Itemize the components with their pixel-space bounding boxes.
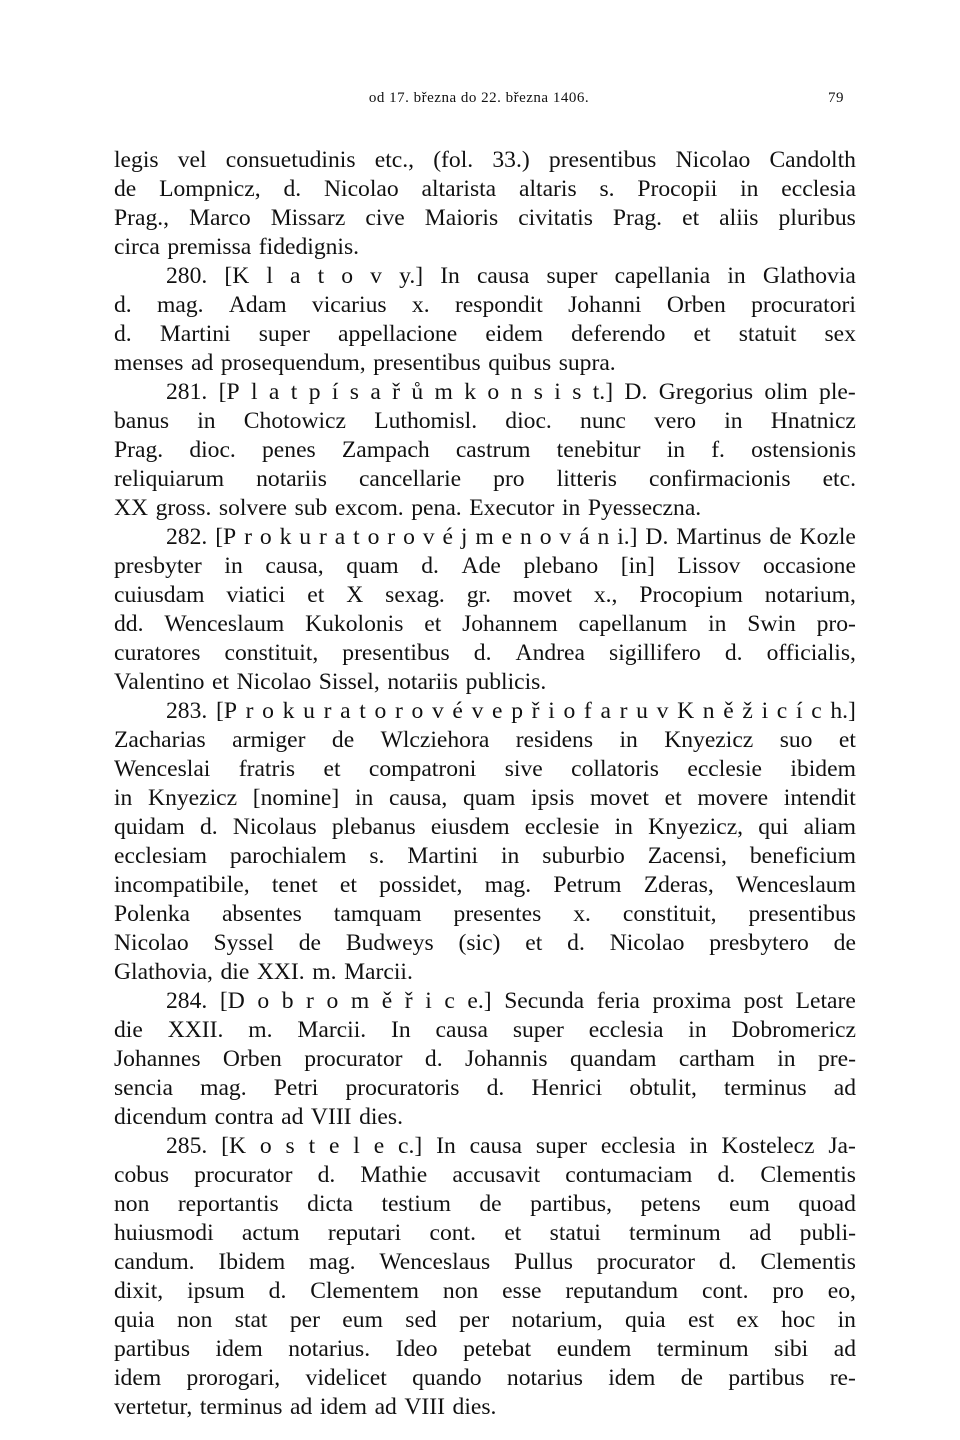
text-line: menses ad prosequendum, presentibus quibus supra. [114, 350, 616, 376]
text-line: presbyter in causa, quam d. Ade plebano [in] Lissov occasione [114, 553, 856, 579]
text-line: partibus idem notarius. Ideo petebat eundem terminum sibi ad [114, 1336, 856, 1362]
text-line: XX gross. solvere sub excom. pena. Executor in Pyesseczna. [114, 495, 702, 521]
paragraph-start-line: 285. [K o s t e l e c.] In causa super ecclesia in Kostelecz Ja- [166, 1133, 856, 1159]
paragraph-start-line: 283. [P r o k u r a t o r o v é v e p ř i o f a r u v K n ě ž i c í c h.] [166, 698, 856, 724]
text-line: quidam d. Nicolaus plebanus eiusdem ecclesie in Knyezicz, qui aliam [114, 814, 856, 840]
page-header [114, 90, 844, 114]
text-line: Valentino et Nicolao Sissel, notariis publicis. [114, 669, 547, 695]
text-line: huiusmodi actum reputari cont. et statui terminum ad publi- [114, 1220, 856, 1246]
text-line: cobus procurator d. Mathie accusavit contumaciam d. Clementis [114, 1162, 856, 1188]
text-line: dd. Wenceslaum Kukolonis et Johannem capellanum in Swin pro- [114, 611, 856, 637]
text-line: vertetur, terminus ad idem ad VIII dies. [114, 1394, 497, 1420]
text-line: curatores constituit, presentibus d. Andrea sigillifero d. officialis, [114, 640, 856, 666]
text-line: incompatibile, tenet et possidet, mag. Petrum Zderas, Wenceslaum [114, 872, 856, 898]
text-line: reliquiarum notariis cancellarie pro litteris confirmacionis etc. [114, 466, 856, 492]
text-line: in Knyezicz [nomine] in causa, quam ipsis movet et movere intendit [114, 785, 856, 811]
text-line: idem prorogari, videlicet quando notarius idem de partibus re- [114, 1365, 856, 1391]
text-line: d. mag. Adam vicarius x. respondit Johanni Orben procuratori [114, 292, 856, 318]
text-line: d. Martini super appellacione eidem deferendo et statuit sex [114, 321, 856, 347]
text-line: Prag., Marco Missarz cive Maioris civitatis Prag. et aliis pluribus [114, 205, 856, 231]
text-line: Polenka absentes tamquam presentes x. constituit, presentibus [114, 901, 856, 927]
text-line: ecclesiam parochialem s. Martini in suburbio Zacensi, beneficium [114, 843, 856, 869]
text-line: cuiusdam viatici et X sexag. gr. movet x., Procopium notarium, [114, 582, 856, 608]
paragraph-start-line: 281. [P l a t p í s a ř ů m k o n s i s t.] D. Gregorius olim ple- [166, 379, 856, 405]
text-line: dixit, ipsum d. Clementem non esse reputandum cont. pro eo, [114, 1278, 856, 1304]
text-line: candum. Ibidem mag. Wenceslaus Pullus procurator d. Clementis [114, 1249, 856, 1275]
text-line: banus in Chotowicz Luthomisl. dioc. nunc vero in Hnatnicz [114, 408, 856, 434]
paragraph-start-line: 282. [P r o k u r a t o r o v é j m e n o v á n i.] D. Martinus de Kozle [166, 524, 856, 550]
text-line: dicendum contra ad VIII dies. [114, 1104, 403, 1130]
paragraph-start-line: 284. [D o b r o m ě ř i c e.] Secunda feria proxima post Letare [166, 988, 856, 1014]
page-number: 79 [828, 90, 844, 106]
text-line: Wenceslai fratris et compatroni sive collatoris ecclesie ibidem [114, 756, 856, 782]
text-line: legis vel consuetudinis etc., (fol. 33.) presentibus Nicolao Candolth [114, 147, 856, 173]
text-line: de Lompnicz, d. Nicolao altarista altaris s. Procopii in ecclesia [114, 176, 856, 202]
text-line: die XXII. m. Marcii. In causa super ecclesia in Dobromericz [114, 1017, 856, 1043]
text-line: Nicolao Syssel de Budweys (sic) et d. Nicolao presbytero de [114, 930, 856, 956]
text-body [114, 146, 856, 1422]
text-line: quia non stat per eum sed per notarium, quia est ex hoc in [114, 1307, 856, 1333]
text-line: Zacharias armiger de Wlcziehora residens in Knyezicz suo et [114, 727, 856, 753]
text-line: Prag. dioc. penes Zampach castrum tenebitur in f. ostensionis [114, 437, 856, 463]
text-line: non reportantis dicta testium de partibus, petens eum quoad [114, 1191, 856, 1217]
paragraph-start-line: 280. [K l a t o v y.] In causa super capellania in Glathovia [166, 263, 856, 289]
running-title: od 17. března do 22. března 1406. [368, 90, 590, 106]
text-line: Glathovia, die XXI. m. Marcii. [114, 959, 413, 985]
text-line: circa premissa fidedignis. [114, 234, 360, 260]
text-line: Johannes Orben procurator d. Johannis quandam cartham in pre- [114, 1046, 856, 1072]
text-line: sencia mag. Petri procuratoris d. Henrici obtulit, terminus ad [114, 1075, 856, 1101]
